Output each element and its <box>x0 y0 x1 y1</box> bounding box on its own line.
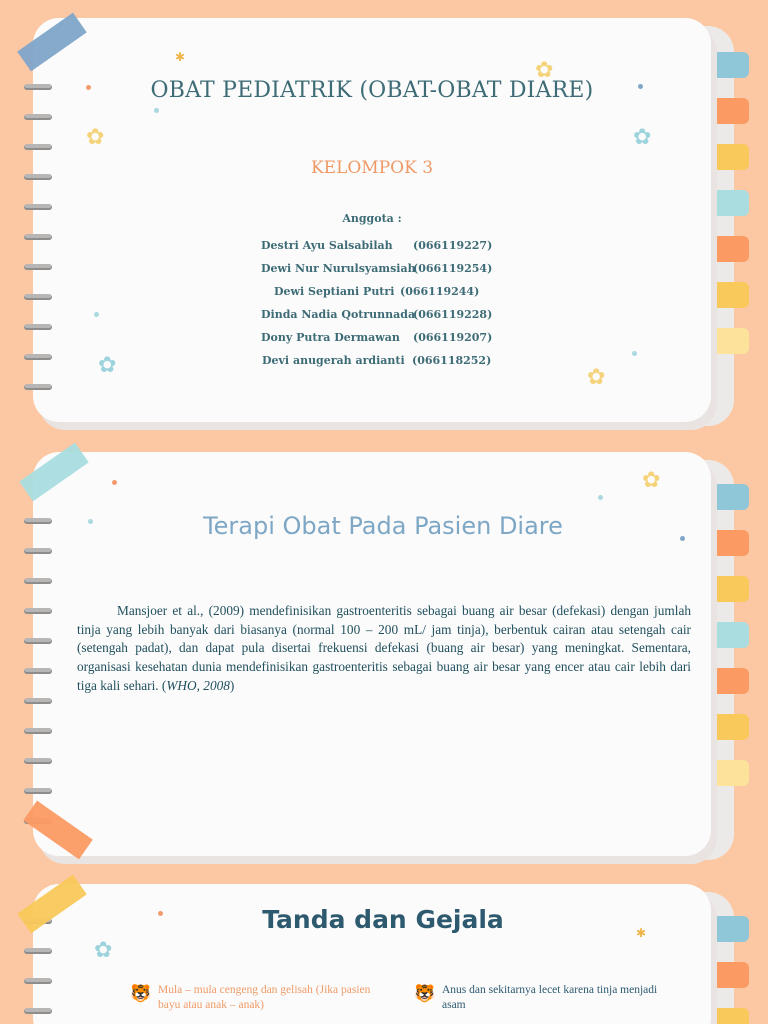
spiral-ring <box>24 698 52 704</box>
member-list <box>33 212 711 372</box>
sparkle-icon: ✱ <box>175 50 186 64</box>
index-tab <box>711 98 749 124</box>
member-row <box>33 257 711 280</box>
index-tab <box>711 144 749 170</box>
index-tab <box>711 760 749 786</box>
spiral-ring <box>24 144 52 150</box>
sparkle-icon: ✱ <box>636 926 647 940</box>
index-tab <box>711 576 749 602</box>
spiral-ring <box>24 548 52 554</box>
index-tab <box>711 236 749 262</box>
group-name: KELOMPOK 3 <box>310 158 434 178</box>
member-row <box>33 234 711 257</box>
index-tab <box>711 714 749 740</box>
daisy-icon: ✿ <box>587 365 606 390</box>
index-tab <box>711 190 749 216</box>
spiral-ring <box>24 204 52 210</box>
dot-decoration <box>154 108 159 113</box>
member-nim: (066118252) <box>412 354 492 367</box>
spiral-ring <box>24 384 52 390</box>
section-title: Tanda dan Gejala <box>262 905 504 934</box>
daisy-icon: ✿ <box>86 125 105 150</box>
member-row <box>33 349 711 372</box>
member-row <box>33 303 711 326</box>
spiral-ring <box>24 638 52 644</box>
section-title: Terapi Obat Pada Pasien Diare <box>203 512 563 540</box>
spiral-ring <box>24 608 52 614</box>
spiral-ring <box>24 788 52 794</box>
member-name: Dewi Septiani Putri <box>274 285 395 298</box>
daisy-icon: ✿ <box>535 58 554 83</box>
tiger-face-icon: 🐯 <box>130 984 152 1003</box>
spiral-ring <box>24 728 52 734</box>
member-nim: (066119227) <box>413 239 493 252</box>
member-row <box>33 326 711 349</box>
index-tab <box>711 1008 749 1024</box>
member-name: Destri Ayu Salsabilah <box>261 239 393 252</box>
daisy-icon: ✿ <box>642 468 661 493</box>
index-tab <box>711 622 749 648</box>
member-row <box>33 280 711 303</box>
member-nim: (066119228) <box>413 308 493 321</box>
index-tab <box>711 962 749 988</box>
flower-icon: ✿ <box>98 353 117 378</box>
tiger-face-icon: 🐯 <box>414 984 436 1003</box>
spiral-ring <box>24 578 52 584</box>
index-tab <box>711 282 749 308</box>
members-heading: Anggota : <box>342 212 402 225</box>
page-title: OBAT PEDIATRIK (OBAT-OBAT DIARE) <box>150 78 594 103</box>
spiral-ring <box>24 978 52 984</box>
member-name: Devi anugerah ardianti <box>262 354 405 367</box>
member-name: Dewi Nur Nurulsyamsiah <box>261 262 416 275</box>
flower-icon: ✿ <box>633 125 652 150</box>
flower-icon: ✿ <box>94 938 113 963</box>
member-nim: (066119244) <box>400 285 480 298</box>
spiral-ring <box>24 114 52 120</box>
spiral-ring <box>24 948 52 954</box>
dot-decoration <box>112 480 117 485</box>
index-tab <box>711 484 749 510</box>
member-name: Dinda Nadia Qotrunnada <box>261 308 416 321</box>
citation: WHO, 2008 <box>166 677 230 693</box>
spiral-ring <box>24 668 52 674</box>
index-tab <box>711 52 749 78</box>
member-name: Dony Putra Dermawan <box>261 331 400 344</box>
index-tab <box>711 668 749 694</box>
spiral-ring <box>24 758 52 764</box>
dot-decoration <box>598 495 603 500</box>
spiral-ring <box>24 1008 52 1014</box>
member-nim: (066119254) <box>413 262 493 275</box>
body-paragraph: Mansjoer et al., (2009) mendefinisikan gastroenteritis sebagai buang air besar (defekasi) dengan jumlah tinja yang lebih banyak dari biasanya (normal 100 – 200 mL/ jam tinja), berbentuk cairan atau setengah cair (setengah padat), dan dapat pula disertai frekuensi defekasi (buang air besar) yang meningkat. Sementara, organisasi kesehatan dunia mendefinisikan gastroenteritis sebagai buang air besar yang encer atau cair lebih dari tiga kali sehari. (WHO, 2008) <box>77 603 691 693</box>
index-tab <box>711 328 749 354</box>
member-nim: (066119207) <box>413 331 493 344</box>
